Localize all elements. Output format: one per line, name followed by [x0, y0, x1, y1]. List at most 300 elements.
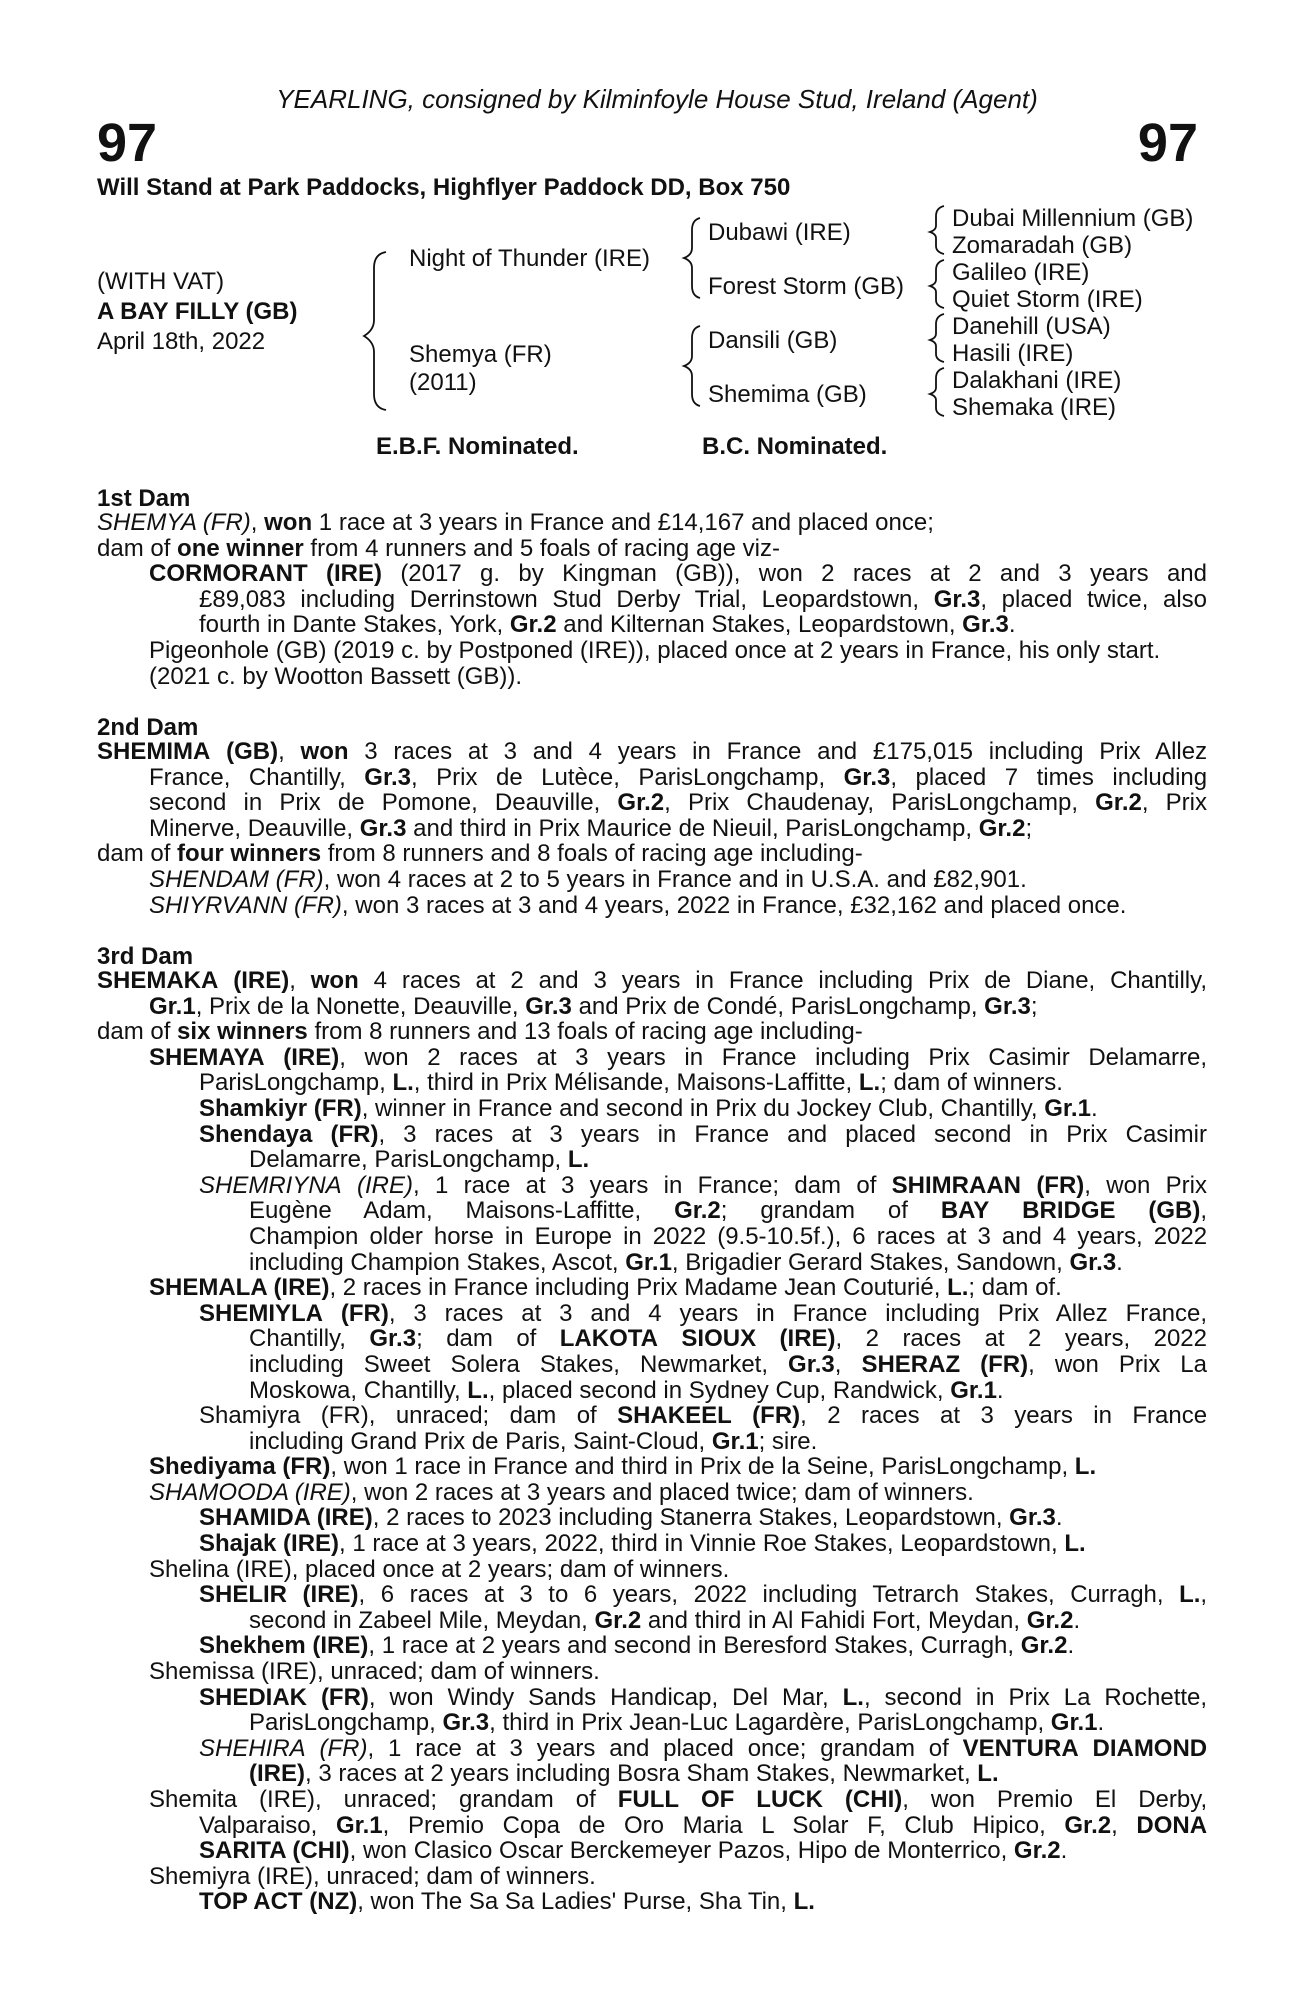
text-segment: ,: [410, 763, 418, 791]
text-segment: ,: [1028, 1350, 1035, 1378]
text-segment: won: [758, 560, 803, 588]
text-segment: to: [548, 1581, 569, 1609]
text-segment: ,: [278, 738, 285, 765]
bold-text: Shediyama (FR): [149, 1453, 331, 1481]
text-segment: races: [876, 1222, 936, 1250]
text-segment: ; dam of.: [968, 1274, 1062, 1302]
text-segment: Prix: [436, 763, 478, 791]
text-segment: years: [1014, 1402, 1073, 1430]
text-segment: Shelina (IRE), placed once at 2 years; dam of winners.: [149, 1555, 730, 1583]
text-segment: Allez: [1055, 1299, 1108, 1327]
text-segment: de: [984, 967, 1011, 994]
text-segment: Mar,: [782, 1683, 829, 1711]
text-segment: and: [590, 1299, 631, 1327]
text-segment: Sands: [528, 1683, 597, 1711]
text-segment: ,: [834, 1350, 842, 1378]
lot-number-right: 97: [1137, 113, 1198, 173]
text-segment: including: [1112, 763, 1208, 791]
text-segment: 3: [549, 1120, 563, 1148]
second-dam-text: [97, 739, 1207, 918]
bold-text: Gr.2: [1064, 1811, 1112, 1839]
text-segment: ; dam of winners.: [880, 1069, 1063, 1097]
bold-text: Gr.3: [442, 1709, 490, 1737]
text-segment: Prix: [928, 967, 970, 994]
text-segment: .: [1116, 1248, 1123, 1276]
text-segment: Prix: [1118, 1350, 1161, 1378]
bold-text: Gr.1: [625, 1248, 672, 1276]
text-segment: .: [1073, 1606, 1081, 1634]
text-segment: La: [1180, 1350, 1207, 1378]
bold-text: Gr.3: [525, 992, 572, 1020]
stand-location: Will Stand at Park Paddocks, Highflyer Paddock DD, Box 750: [97, 174, 791, 201]
text-segment: ,: [980, 585, 988, 613]
text-segment: 4: [373, 967, 387, 994]
pedigree-text-line: [97, 1608, 1207, 1634]
text-segment: ,: [1141, 789, 1149, 817]
text-segment: races: [860, 1402, 920, 1430]
text-segment: Shamiyra: [199, 1402, 301, 1430]
bold-text: Shajak (IRE): [199, 1530, 340, 1558]
text-segment: also: [1162, 585, 1208, 613]
bold-text: FULL: [617, 1786, 680, 1813]
text-segment: 7: [1004, 763, 1019, 791]
text-segment: including: [762, 1581, 858, 1609]
text-segment: 2: [1028, 1325, 1042, 1353]
text-segment: 6: [852, 1222, 866, 1250]
text-segment: 2: [968, 560, 982, 588]
text-segment: won: [364, 1043, 409, 1071]
bold-text: Gr.3: [962, 611, 1009, 639]
text-segment: Minerve, Deauville,: [149, 814, 360, 842]
text-segment: of: [575, 1786, 596, 1813]
bold-text: LAKOTA: [559, 1325, 658, 1353]
text-segment: , 2 races to 2023 including Stanerra Stakes, Leopardstown,: [372, 1504, 1010, 1532]
text-segment: Prix: [279, 789, 321, 817]
text-segment: 4: [588, 738, 602, 765]
text-segment: ParisLongchamp,: [249, 1709, 443, 1737]
pedigree-text-line: [97, 1736, 1207, 1762]
text-segment: 2: [510, 967, 524, 994]
text-segment: 4: [648, 1299, 662, 1327]
text-segment: years: [589, 1171, 649, 1199]
text-segment: France: [728, 967, 804, 994]
text-segment: Prix: [1165, 1171, 1207, 1199]
text-segment: (9.5-10.5f.),: [717, 1222, 842, 1250]
text-segment: Chantilly,: [1110, 967, 1208, 994]
text-segment: at: [946, 1222, 967, 1250]
text-segment: 2: [827, 1402, 841, 1430]
text-segment: grandam: [760, 1197, 856, 1225]
text-segment: , placed second in Sydney Cup, Randwick,: [488, 1376, 951, 1404]
pedigree-text-line: [97, 1685, 1207, 1711]
bold-text: SHELIR: [199, 1581, 288, 1609]
text-segment: ,: [800, 1402, 807, 1430]
pedigree-text-line: [97, 1761, 1207, 1787]
bold-text: Gr.2: [1013, 1837, 1061, 1865]
bold-text: Gr.2: [674, 1197, 721, 1225]
text-segment: Shemiyra (IRE), unraced; dam of winners.: [149, 1862, 596, 1890]
italic-text: SHIYRVANN (FR): [149, 891, 342, 919]
text-segment: in: [663, 1171, 683, 1199]
pedigree-text-line: [97, 612, 1207, 638]
text-segment: and Prix de Condé, ParisLongchamp,: [571, 992, 985, 1020]
text-segment: 3: [413, 1299, 427, 1327]
pedigree-text-line: [97, 1173, 1207, 1199]
pedigree-text-line: [97, 1659, 1207, 1685]
text-segment: Allez: [1155, 738, 1208, 765]
text-segment: races: [459, 1043, 518, 1071]
bold-text: SHIMRAAN: [891, 1171, 1021, 1199]
pedigree-text-line: [97, 1352, 1207, 1378]
text-segment: dam: [446, 1325, 493, 1353]
text-segment: races: [434, 1120, 494, 1148]
text-segment: Shemita: [149, 1786, 238, 1813]
pedigree-text-line: [97, 1275, 1207, 1301]
brace-ggp-1: [930, 206, 944, 254]
bold-text: SARITA (CHI): [199, 1837, 350, 1865]
bold-text: Gr.3: [984, 992, 1031, 1020]
text-segment: , 3 races at 2 years including Bosra Sham Stakes, Newmarket,: [305, 1760, 978, 1788]
text-segment: and: [787, 1120, 828, 1148]
bold-text: VENTURA: [962, 1734, 1079, 1762]
text-segment: ,: [902, 1786, 909, 1813]
text-segment: Kingman: [562, 560, 657, 588]
bold-text: L.: [947, 1274, 969, 1302]
text-segment: 3: [509, 1734, 523, 1762]
text-segment: 3: [503, 738, 518, 765]
text-segment: Handicap,: [610, 1683, 719, 1711]
bold-text: SHEDIAK: [199, 1683, 308, 1711]
text-segment: and: [538, 967, 579, 994]
bold-text: CORMORANT: [149, 560, 308, 588]
lot-number-left: 97: [97, 113, 158, 173]
bold-text: one winner: [177, 534, 304, 562]
text-segment: 3: [560, 1171, 575, 1199]
brace-main: [364, 252, 386, 410]
pedigree-text-line: [97, 893, 1207, 919]
text-segment: , won 4 races at 2 to 5 years in France and in U.S.A. and £82,901.: [323, 865, 1027, 893]
text-segment: , third in Prix Mélisande, Maisons-Laffitte,: [413, 1069, 859, 1097]
bold-text: six winners: [177, 1018, 308, 1046]
consignor-header: YEARLING, consigned by Kilminfoyle House Stud, Ireland (Agent): [276, 84, 1038, 114]
text-segment: older: [369, 1222, 423, 1250]
text-segment: 2022: [693, 1581, 748, 1609]
text-segment: El: [1094, 1786, 1117, 1813]
text-segment: de: [337, 789, 365, 817]
bold-text: Shendaya: [199, 1120, 313, 1148]
text-segment: ,: [863, 1683, 871, 1711]
text-segment: L: [761, 1811, 774, 1839]
text-segment: times: [1036, 763, 1094, 791]
text-segment: placed: [845, 1120, 916, 1148]
pedigree-text-line: [97, 587, 1207, 613]
text-segment: 3: [980, 1402, 994, 1430]
text-segment: Copa: [502, 1811, 560, 1839]
text-segment: de: [578, 1811, 606, 1839]
third-dam-text: [97, 968, 1207, 1915]
bold-text: L.: [1179, 1581, 1201, 1609]
text-segment: Stakes,: [539, 1350, 620, 1378]
text-segment: (GB)),: [675, 560, 741, 588]
text-segment: second in Zabeel Mile, Meydan,: [249, 1606, 595, 1634]
text-segment: Tetrarch: [872, 1581, 960, 1609]
bold-text: (IRE): [302, 1581, 359, 1609]
bold-text: L.: [842, 1683, 864, 1711]
pedigree-text-line: [97, 816, 1207, 842]
text-segment: Lutèce,: [541, 763, 620, 791]
text-segment: ,: [664, 789, 671, 817]
text-segment: France,: [149, 763, 231, 791]
text-segment: ,: [382, 1811, 390, 1839]
text-segment: Prix: [1008, 1683, 1050, 1711]
pedigree-dam-year: (2011): [409, 369, 477, 396]
text-segment: .: [1060, 1837, 1068, 1865]
text-segment: years: [621, 967, 681, 994]
text-segment: France: [721, 1043, 797, 1071]
pedigree-ggp-5: Danehill (USA): [952, 313, 1111, 340]
text-segment: Derrinstown: [409, 585, 538, 613]
pedigree-text-line: [97, 765, 1207, 791]
pedigree-dam: Shemya (FR): [409, 341, 552, 368]
text-segment: .: [1090, 1094, 1098, 1122]
text-segment: in: [756, 1299, 775, 1327]
text-segment: g.: [480, 560, 501, 588]
bold-text: SHAMIDA (IRE): [199, 1504, 373, 1532]
text-segment: ,: [835, 1325, 843, 1353]
bold-text: (FR): [320, 1683, 369, 1711]
bold-text: SHEMIMA: [97, 738, 211, 765]
text-segment: Moskowa, Chantilly,: [249, 1376, 468, 1404]
text-segment: at: [929, 560, 950, 588]
text-segment: at: [467, 738, 488, 765]
text-segment: including Champion Stakes, Ascot,: [249, 1248, 626, 1276]
italic-text: SHEMRIYNA: [199, 1171, 342, 1199]
bold-text: Gr.1: [711, 1427, 759, 1455]
text-segment: from 8 runners and 8 foals of racing age including-: [321, 840, 863, 868]
text-segment: , won The Sa Sa Ladies' Purse, Sha Tin,: [357, 1888, 794, 1916]
ebf-nominated: E.B.F. Nominated.: [376, 433, 579, 460]
text-segment: (FR),: [320, 1402, 376, 1430]
text-segment: ,: [388, 1299, 396, 1327]
bold-text: Gr.3: [364, 763, 411, 791]
pedigree-text-line: [97, 994, 1207, 1020]
text-segment: years: [679, 1299, 739, 1327]
text-segment: , Prix de la Nonette, Deauville,: [195, 992, 526, 1020]
text-segment: Premio: [407, 1811, 484, 1839]
pedigree-text-line: [97, 1838, 1207, 1864]
bold-text: (CHI): [844, 1786, 903, 1813]
text-segment: at: [525, 1171, 546, 1199]
text-segment: twice,: [1087, 585, 1149, 613]
pedigree-text-line: [97, 1429, 1207, 1455]
bold-text: Gr.1: [149, 992, 196, 1020]
pedigree-sire-dam: Forest Storm (GB): [708, 273, 905, 300]
bold-text: (IRE): [779, 1325, 836, 1353]
text-segment: F,: [867, 1811, 886, 1839]
text-segment: Deauville,: [494, 789, 601, 817]
text-segment: .: [1055, 1504, 1063, 1532]
pedigree-text-line: [97, 1710, 1207, 1736]
text-segment: including: [885, 1299, 980, 1327]
text-segment: races: [852, 560, 912, 588]
bold-text: Shekhem (IRE): [199, 1632, 369, 1660]
text-segment: and: [532, 738, 573, 765]
pedigree-text-line: [97, 1122, 1207, 1148]
italic-text: (FR): [319, 1734, 368, 1762]
pedigree-text-line: [97, 1505, 1207, 1531]
pedigree-ggp-2: Zomaradah (GB): [952, 232, 1133, 259]
bold-text: Gr.3: [933, 585, 981, 613]
text-segment: ,: [368, 1683, 376, 1711]
text-segment: ,: [378, 1120, 386, 1148]
text-segment: races: [409, 1581, 469, 1609]
bold-text: SIOUX: [681, 1325, 757, 1353]
text-segment: Delamarre,: [1088, 1043, 1208, 1071]
text-segment: races: [393, 738, 453, 765]
text-segment: 2022: [1153, 1222, 1208, 1250]
text-segment: Prix: [997, 1299, 1040, 1327]
text-segment: Windy: [447, 1683, 515, 1711]
pedigree-text-line: [97, 1378, 1207, 1404]
bold-text: (FR): [1036, 1171, 1085, 1199]
brace-dam: [684, 326, 700, 406]
text-segment: ;: [1030, 992, 1038, 1020]
bold-text: Gr.3: [843, 763, 891, 791]
bold-text: DONA: [1136, 1811, 1208, 1839]
text-segment: France;: [697, 1171, 780, 1199]
text-segment: Leopardstown,: [761, 585, 920, 613]
text-segment: and Kilternan Stakes, Leopardstown,: [556, 611, 963, 639]
first-dam-text: [97, 510, 1207, 689]
text-segment: France: [726, 738, 802, 765]
bold-text: Shamkiyr (FR): [199, 1094, 362, 1122]
text-segment: and: [609, 1734, 650, 1762]
text-segment: .: [1067, 1632, 1075, 1660]
text-segment: , Brigadier Gerard Stakes, Sandown,: [671, 1248, 1070, 1276]
text-segment: Solera: [450, 1350, 520, 1378]
text-segment: Derby,: [1138, 1786, 1208, 1813]
pedigree-text-line: [97, 867, 1207, 893]
text-segment: at: [940, 1402, 961, 1430]
text-segment: years,: [1064, 1325, 1131, 1353]
text-segment: Champion: [249, 1222, 359, 1250]
text-segment: Maisons-Laffitte,: [465, 1197, 642, 1225]
italic-text: (IRE): [357, 1171, 413, 1199]
text-segment: 2: [865, 1325, 879, 1353]
text-segment: 3: [559, 1299, 573, 1327]
text-segment: Chaudenay,: [746, 789, 875, 817]
text-segment: 1: [388, 1734, 402, 1762]
pedigree-text-line: [97, 790, 1207, 816]
text-segment: 6: [380, 1581, 395, 1609]
text-segment: Premio: [996, 1786, 1073, 1813]
bold-text: BRIDGE: [1022, 1197, 1116, 1225]
text-segment: 2022: [1153, 1325, 1207, 1353]
text-segment: , won 2 races at 3 years and placed twice; dam of winners.: [350, 1478, 974, 1506]
text-segment: from 8 runners and 13 foals of racing age including-: [307, 1018, 863, 1046]
text-segment: ;: [720, 1197, 728, 1225]
text-segment: Europe: [534, 1222, 613, 1250]
lot-name: A BAY FILLY (GB): [97, 298, 298, 325]
text-segment: and: [817, 738, 858, 765]
text-segment: Prix: [687, 789, 730, 817]
text-segment: races: [401, 967, 461, 994]
text-segment: Stud: [552, 585, 602, 613]
text-segment: Stakes,: [974, 1581, 1055, 1609]
text-segment: race: [463, 1171, 511, 1199]
bold-text: (GB): [1148, 1197, 1201, 1225]
text-segment: de: [495, 763, 523, 791]
text-segment: dam of: [97, 534, 178, 562]
pedigree-text-line: [97, 664, 1207, 690]
bold-text: SHEMAYA: [149, 1043, 265, 1071]
text-segment: of: [887, 1197, 908, 1225]
first-dam-heading: 1st Dam: [97, 485, 191, 512]
text-segment: in: [504, 1222, 524, 1250]
text-segment: ,: [289, 967, 296, 994]
bold-text: DIAMOND: [1092, 1734, 1208, 1762]
text-segment: .: [996, 1376, 1004, 1404]
text-segment: Chantilly,: [248, 763, 346, 791]
text-segment: ;: [1025, 814, 1033, 842]
text-segment: , winner in France and second in Prix du Jockey Club, Chantilly,: [361, 1094, 1045, 1122]
pedigree-text-line: [97, 739, 1207, 765]
text-segment: ParisLongchamp,: [638, 763, 826, 791]
text-segment: ,: [1200, 1197, 1208, 1225]
text-segment: Prix: [928, 1043, 970, 1071]
bold-text: won: [300, 738, 349, 765]
text-segment: and: [1001, 1222, 1042, 1250]
text-segment: , won 3 races at 3 and 4 years, 2022 in France, £32,162 and placed once.: [341, 891, 1127, 919]
text-segment: ,: [413, 1171, 420, 1199]
text-segment: Chantilly,: [249, 1325, 346, 1353]
text-segment: including: [988, 738, 1084, 765]
text-segment: Rochette,: [1104, 1683, 1208, 1711]
text-segment: and: [1166, 560, 1207, 588]
text-segment: grandam: [459, 1786, 554, 1813]
text-segment: Prix: [1099, 738, 1141, 765]
bold-text: Gr.2: [594, 1606, 642, 1634]
bold-text: L.: [793, 1888, 815, 1916]
bold-text: (FR): [340, 1299, 389, 1327]
date-of-birth: April 18th, 2022: [97, 328, 266, 355]
text-segment: £89,083: [199, 585, 286, 613]
bold-text: (GB): [226, 738, 279, 765]
text-segment: in: [692, 738, 711, 765]
text-segment: France: [792, 1299, 868, 1327]
bold-text: L.: [1064, 1530, 1086, 1558]
text-segment: France: [1132, 1402, 1208, 1430]
bold-text: L.: [858, 1069, 881, 1097]
brace-ggp-4: [930, 368, 944, 416]
text-segment: and third in Al Fahidi Fort, Meydan,: [641, 1606, 1027, 1634]
text-segment: Pomone,: [381, 789, 478, 817]
pedigree-text-line: [97, 638, 1207, 664]
bold-text: SHEMAKA: [97, 967, 219, 994]
bold-text: Gr.3: [1069, 1248, 1117, 1276]
text-segment: ,: [250, 509, 265, 536]
text-segment: 3: [403, 1120, 417, 1148]
text-segment: £175,015: [872, 738, 974, 765]
text-segment: once;: [747, 1734, 807, 1762]
pedigree-text-line: [97, 1557, 1207, 1583]
text-segment: , 1 race at 2 years and second in Beresford Stakes, Curragh,: [368, 1632, 1021, 1660]
pedigree-text-line: [97, 1889, 1207, 1915]
text-segment: Eugène: [249, 1197, 332, 1225]
bold-text: Gr.2: [617, 789, 665, 817]
bold-text: Gr.2: [978, 814, 1026, 842]
text-segment: including: [249, 1350, 344, 1378]
